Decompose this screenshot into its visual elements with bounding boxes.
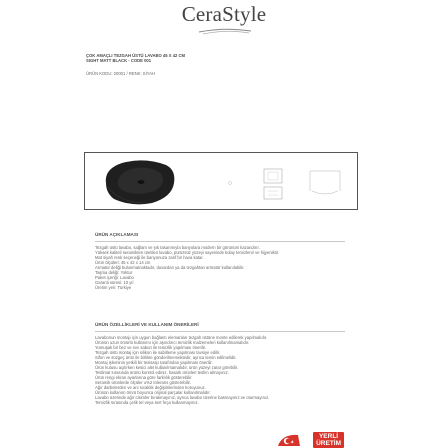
section-1-line: Mat siyah renk seçeneği ile banyonuza zarif bir hava katar. — [95, 254, 204, 260]
turkish-flag-icon — [276, 432, 302, 448]
header-line-1: ÇOK AMAÇLI TEZGAH ÜSTÜ LAVABO 45 X 42 CM — [86, 53, 186, 58]
section-1-line: Tezgah üstü lavabo, sağlam ve şık tasarımıyla banyolara modern bir görünüm kazandırır. — [95, 244, 260, 250]
section-1-line: Paket içeriği: Lavabo — [95, 274, 134, 280]
section-2-line: Ağır darbelerden ve ani sıcaklık değişimlerinden koruyunuz. — [95, 384, 206, 390]
section-2-line: Lavabo üzerinde ağır cisimler bırakmayınız, ayrıca lavabo üzerine basmayınız ve oturmayınız. — [95, 394, 270, 400]
section-1-line: Yüksek kaliteli seramikten üretilen lavabo, pürüzsüz yüzeyi sayesinde kolay temizlenir ve hijyeniktir. — [95, 249, 280, 255]
badge-label — [313, 432, 344, 448]
brand-name: CeraStyle — [181, 2, 267, 26]
section-1-line: Ürün ölçüleri: 45 x 42 x 14 cm — [95, 259, 151, 265]
section-2-line: Ürünün uzun ömürlü kullanımı için aşındırıcı temizlik malzemeleri kullanılmamalıdır. — [95, 339, 250, 345]
brand-swoosh-icon — [197, 25, 253, 35]
section-2-line: Ürün kutusu açılırken kesici alet kullanılmamalıdır, ürün yüzeyi zarar görebilir. — [95, 364, 239, 370]
section-2-line: Sifon ve süzgeç ürün ile birlikte gönderilmemektedir, ayrıca temin edilmelidir. — [95, 354, 237, 360]
header-line-3: ÜRÜN KODU: 20001 / RENK: SİYAH — [86, 71, 156, 76]
section-2-line: Yumuşak bir bez ve sıvı sabun ile temizlik yapılması önerilir. — [95, 344, 207, 350]
divider — [95, 331, 345, 332]
product-description-section — [95, 232, 345, 290]
section-1-line: Taşma deliği: Yoktur — [95, 269, 133, 275]
section-2-line: Teslimat sırasında ürünü kontrol ediniz, hasarlı ürünleri teslim almayınız. — [95, 369, 229, 375]
section-2-line: Ürünün kullanım ömrü boyunca orijinal parçalar kullanılmalıdır. — [95, 389, 211, 395]
section-2-line: Montaj işleminin yetkili bir tesisatçı tarafından yapılması önerilir. — [95, 359, 213, 365]
badge-line-2: ÜRETİM — [316, 440, 341, 447]
section-2-line: Tezgah üstü montaj için silikon ile sabitleme yapılması tavsiye edilir. — [95, 349, 221, 355]
technical-drawing-icon — [220, 161, 350, 205]
section-1-title: ÜRÜN AÇIKLAMASI — [95, 232, 139, 237]
section-2-line: Lavabonun montajı için uygun bağlantı elemanları tezgah üstüne monte edilerek yapılmalıdır. — [95, 334, 268, 340]
product-image-box — [84, 152, 358, 210]
section-2-line: Temizlik sırasında çelik tel veya sert fırça kullanmayınız. — [95, 399, 199, 405]
section-1-line: Garanti süresi: 10 yıl — [95, 279, 134, 285]
section-2-line: Ürün rengi ekran ayarlarına göre farklılık gösterebilir. — [95, 374, 193, 380]
header-line-2: SIGHT MATT BLACK - CODE 001 — [86, 58, 152, 63]
badge-line-1: YERLİ — [318, 433, 339, 440]
section-2-title: ÜRÜN ÖZELLİKLERİ VE KULLANIM ÖNERİLERİ — [95, 322, 199, 327]
section-1-line: Üretim yeri: Türkiye — [95, 284, 132, 290]
local-production-badge — [268, 432, 346, 448]
divider — [95, 241, 345, 242]
section-2-line: Seramik ürünlerde ölçüler ±%2 tolerans gösterebilir. — [95, 379, 191, 385]
sink-image — [100, 157, 180, 207]
header-block — [86, 53, 185, 76]
brand-header — [0, 2, 448, 27]
product-features-section — [95, 322, 345, 405]
section-1-line: Armatür deliği bulunmamaktadır, duvardan ya da tezgahtan armatür kullanılabilir. — [95, 264, 245, 270]
